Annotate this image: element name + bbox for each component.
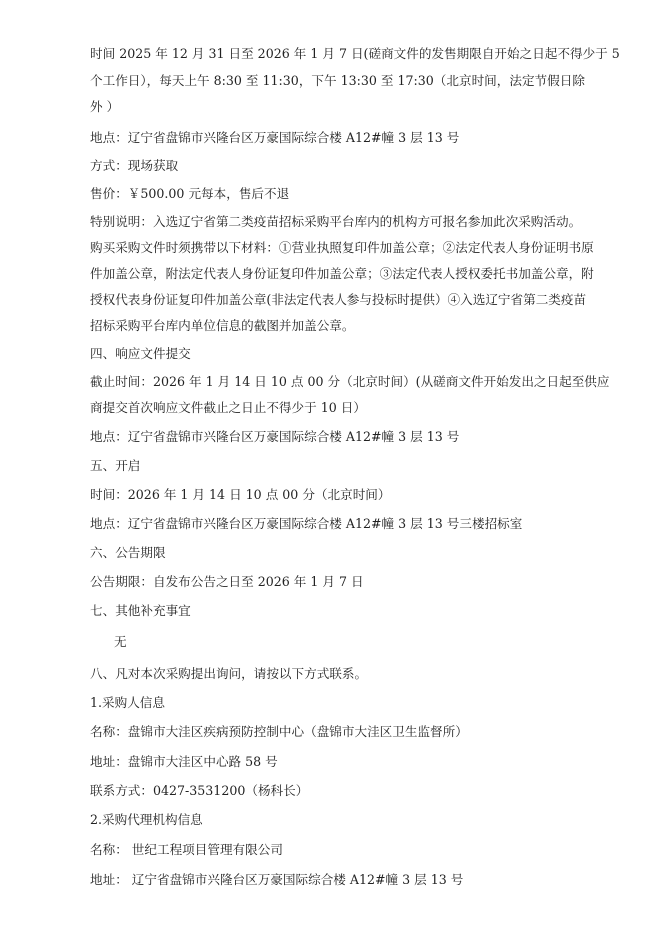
- special-note: 特别说明：入选辽宁省第二类疫苗招标采购平台库内的机构方可报名参加此次采购活动。: [90, 214, 582, 229]
- notice-period: 公告期限：自发布公告之日至 2026 年 1 月 7 日: [90, 574, 364, 589]
- sale-price: 售价：￥500.00 元每本，售后不退: [90, 186, 290, 201]
- sale-method: 方式：现场获取: [90, 158, 179, 173]
- purchaser-address: 地址：盘锦市大洼区中心路 58 号: [90, 754, 278, 769]
- purchaser-info-heading: 1.采购人信息: [90, 695, 165, 710]
- other-none: 无: [114, 634, 127, 649]
- materials-line-2: 件加盖公章，附法定代表人身份证复印件加盖公章；③法定代表人授权委托书加盖公章，附: [90, 266, 594, 281]
- submission-location: 地点：辽宁省盘锦市兴隆台区万豪国际综合楼 A12#幢 3 层 13 号: [90, 429, 460, 444]
- sale-time-line-1: 时间 2025 年 12 月 31 日至 2026 年 1 月 7 日(磋商文件的发售期限自开始之日起不得少于 5: [90, 46, 620, 61]
- opening-location: 地点：辽宁省盘锦市兴隆台区万豪国际综合楼 A12#幢 3 层 13 号三楼招标室: [90, 516, 523, 531]
- agency-address: 地址： 辽宁省盘锦市兴隆台区万豪国际综合楼 A12#幢 3 层 13 号: [90, 872, 464, 887]
- section-heading-notice-period: 六、公告期限: [90, 545, 166, 560]
- purchaser-name: 名称：盘锦市大洼区疾病预防控制中心（盘锦市大洼区卫生监督所）: [90, 724, 468, 739]
- sale-time-line-3: 外 ）: [90, 99, 120, 114]
- sale-time-line-2: 个工作日），每天上午 8:30 至 11:30，下午 13:30 至 17:30（北京时间，法定节假日除: [90, 73, 585, 88]
- purchaser-contact: 联系方式：0427-3531200（杨科长）: [90, 783, 309, 798]
- materials-line-4: 招标采购平台库内单位信息的截图并加盖公章。: [90, 318, 355, 333]
- materials-line-1: 购买采购文件时须携带以下材料：①营业执照复印件加盖公章；②法定代表人身份证明书原: [90, 240, 594, 255]
- opening-time: 时间：2026 年 1 月 14 日 10 点 00 分（北京时间）: [90, 487, 391, 502]
- section-heading-submission: 四、响应文件提交: [90, 346, 191, 361]
- deadline-line-1: 截止时间：2026 年 1 月 14 日 10 点 00 分（北京时间）(从磋商文件开始发出之日起至供应: [90, 374, 610, 389]
- sale-location: 地点：辽宁省盘锦市兴隆台区万豪国际综合楼 A12#幢 3 层 13 号: [90, 130, 460, 145]
- materials-line-3: 授权代表身份证复印件加盖公章(非法定代表人参与投标时提供）④入选辽宁省第二类疫苗: [90, 292, 587, 307]
- agency-info-heading: 2.采购代理机构信息: [90, 812, 203, 827]
- section-heading-other: 七、其他补充事宜: [90, 603, 191, 618]
- section-heading-contact: 八、凡对本次采购提出询问，请按以下方式联系。: [90, 666, 368, 681]
- agency-name: 名称： 世纪工程项目管理有限公司: [90, 842, 283, 857]
- section-heading-opening: 五、开启: [90, 458, 141, 473]
- deadline-line-2: 商提交首次响应文件截止之日止不得少于 10 日）: [90, 400, 366, 415]
